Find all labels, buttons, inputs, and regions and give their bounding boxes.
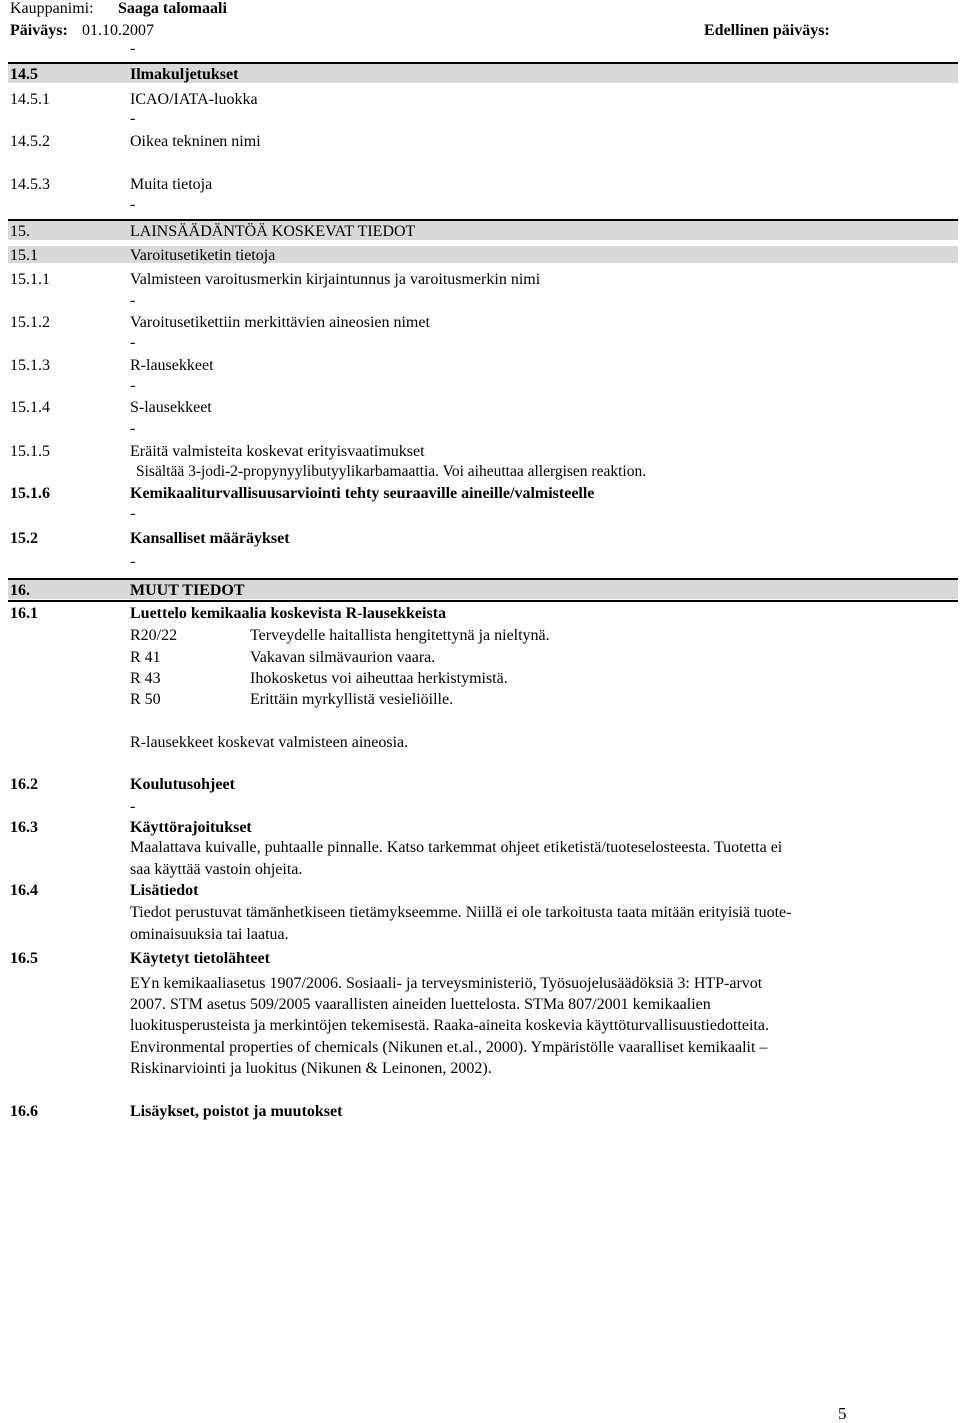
section-title: Lisäykset, poistot ja muutokset xyxy=(130,1103,343,1120)
section-title: MUUT TIEDOT xyxy=(130,582,245,599)
section-title: Käytetyt tietolähteet xyxy=(130,950,270,967)
paragraph-line: Tiedot perustuvat tämänhetkiseen tietämykseemme. Niillä ei ole tarkoitusta taata mitään erityisiä tuote- xyxy=(130,904,792,921)
section-number: 15.1.5 xyxy=(10,443,50,460)
r-phrase-code: R20/22 xyxy=(130,627,178,644)
section-title: Kansalliset määräykset xyxy=(130,530,290,547)
section-title: Koulutusohjeet xyxy=(130,776,235,793)
page-number: 5 xyxy=(838,1404,847,1423)
paragraph-line: Riskinarviointi ja luokitus (Nikunen & Leinonen, 2002). xyxy=(130,1060,492,1077)
r-phrase-text: Ihokosketus voi aiheuttaa herkistymistä. xyxy=(250,670,508,687)
previous-date-label: Edellinen päiväys: xyxy=(704,22,830,39)
section-number: 16.5 xyxy=(10,950,38,967)
section-number: 15.1.1 xyxy=(10,271,50,288)
section-number: 14.5.3 xyxy=(10,176,50,193)
section-title: Muita tietoja xyxy=(130,176,213,193)
section-number: 16.1 xyxy=(10,605,38,622)
r-phrase-code: R 43 xyxy=(130,670,161,687)
trade-name-label: Kauppanimi: xyxy=(10,0,94,17)
section-number: 16.3 xyxy=(10,819,38,836)
date-label: Päiväys: xyxy=(10,22,68,39)
section-number: 16.6 xyxy=(10,1103,38,1120)
section-title: Luettelo kemikaalia koskevista R-lausekkeista xyxy=(130,605,447,622)
section-number: 15.1 xyxy=(10,247,38,264)
section-title: S-lausekkeet xyxy=(130,399,212,416)
r-phrase-note: R-lausekkeet koskevat valmisteen aineosia. xyxy=(130,734,409,751)
section-title: Valmisteen varoitusmerkin kirjaintunnus ja varoitusmerkin nimi xyxy=(130,271,541,288)
section-value: - xyxy=(130,334,136,351)
section-value: - xyxy=(130,196,136,213)
r-phrase-code: R 50 xyxy=(130,691,161,708)
section-number: 15.1.3 xyxy=(10,357,50,374)
section-value: - xyxy=(130,798,136,815)
paragraph-line: 2007. STM asetus 509/2005 vaarallisten aineiden luettelosta. STMa 807/2001 kemikaalien xyxy=(130,996,711,1013)
section-value: - xyxy=(130,420,136,437)
section-number: 14.5 xyxy=(10,66,38,83)
section-number: 16.4 xyxy=(10,882,38,899)
section-number: 15. xyxy=(10,223,30,240)
section-title: R-lausekkeet xyxy=(130,357,214,374)
section-value: - xyxy=(130,377,136,394)
paragraph-line: luokitusperusteista ja merkintöjen tekemisestä. Raaka-aineita koskevia käyttöturvallisuustiedotteita. xyxy=(130,1017,769,1034)
section-number: 14.5.2 xyxy=(10,133,50,150)
section-title: Kemikaaliturvallisuusarviointi tehty seuraaville aineille/valmisteelle xyxy=(130,485,595,502)
section-number: 16. xyxy=(10,582,30,599)
r-phrase-text: Vakavan silmävaurion vaara. xyxy=(250,649,436,666)
section-number: 14.5.1 xyxy=(10,91,50,108)
paragraph-line: Environmental properties of chemicals (Nikunen et.al., 2000). Ympäristölle vaaralliset kemikaalit – xyxy=(130,1039,768,1056)
section-title: LAINSÄÄDÄNTÖÄ KOSKEVAT TIEDOT xyxy=(130,223,416,240)
section-value: - xyxy=(130,292,136,309)
r-phrase-text: Terveydelle haitallista hengitettynä ja nieltynä. xyxy=(250,627,550,644)
section-value: - xyxy=(130,553,136,570)
section-value: - xyxy=(130,110,136,127)
section-title: Eräitä valmisteita koskevat erityisvaatimukset xyxy=(130,443,425,460)
section-title: Oikea tekninen nimi xyxy=(130,133,261,150)
date-value: 01.10.2007 xyxy=(82,22,154,39)
paragraph-line: saa käyttää vastoin ohjeita. xyxy=(130,861,303,878)
section-number: 15.1.6 xyxy=(10,485,50,502)
section-title: Varoitusetiketin tietoja xyxy=(130,247,276,264)
previous-date-value: - xyxy=(130,40,136,57)
section-number: 15.1.2 xyxy=(10,314,50,331)
section-number: 15.1.4 xyxy=(10,399,50,416)
section-title: Käyttörajoitukset xyxy=(130,819,252,836)
section-title: Varoitusetikettiin merkittävien aineosien nimet xyxy=(130,314,430,331)
paragraph-line: ominaisuuksia tai laatua. xyxy=(130,926,289,943)
section-number: 16.2 xyxy=(10,776,38,793)
section-value: Sisältää 3-jodi-2-propynyylibutyylikarbamaattia. Voi aiheuttaa allergisen reaktion. xyxy=(136,463,647,480)
paragraph-line: Maalattava kuivalle, puhtaalle pinnalle. Katso tarkemmat ohjeet etiketistä/tuoteselosteesta. Tuotetta ei xyxy=(130,839,783,856)
section-title: Lisätiedot xyxy=(130,882,199,899)
r-phrase-text: Erittäin myrkyllistä vesieliöille. xyxy=(250,691,454,708)
divider xyxy=(8,600,958,602)
section-title: ICAO/IATA-luokka xyxy=(130,91,258,108)
section-value: - xyxy=(130,505,136,522)
trade-name: Saaga talomaali xyxy=(118,0,227,17)
section-number: 15.2 xyxy=(10,530,38,547)
r-phrase-code: R 41 xyxy=(130,649,161,666)
section-title: Ilmakuljetukset xyxy=(130,66,239,83)
paragraph-line: EYn kemikaaliasetus 1907/2006. Sosiaali- ja terveysministeriö, Työsuojelusäädöksiä 3: HTP-arvot xyxy=(130,975,763,992)
